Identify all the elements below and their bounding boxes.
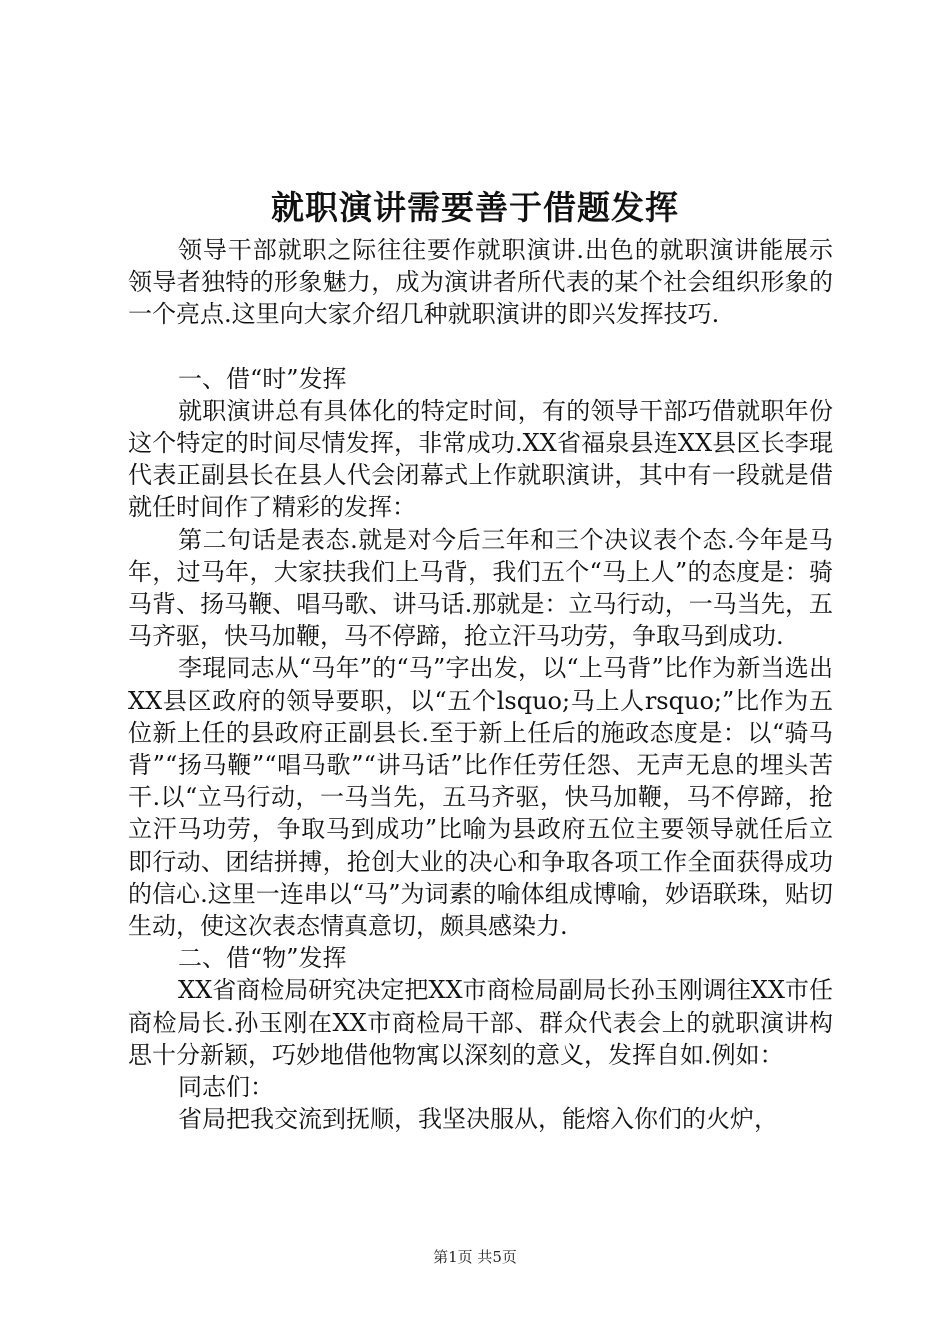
section-heading-time: 一、借“时”发挥 <box>178 364 347 393</box>
document-title: 就职演讲需要善于借题发挥 <box>271 188 679 227</box>
body-paragraph: 第二句话是表态.就是对今后三年和三个决议表个态.今年是马年，过马年，大家扶我们上马背，我们五个“马上人”的态度是：骑马背、扬马鞭、唱马歌、讲马话.那就是：立马行动，一马当先，五马齐驱，快马加鞭，马不停蹄，抢立汗马功劳，争取马到成功. <box>128 525 833 651</box>
section-heading-object: 二、借“物”发挥 <box>178 944 347 973</box>
body-paragraph: 省局把我交流到抚顺，我坚决服从，能熔入你们的火炉， <box>178 1105 778 1134</box>
document-body <box>128 234 833 1135</box>
body-paragraph: 同志们： <box>178 1073 274 1102</box>
body-paragraph: XX省商检局研究决定把XX市商检局副局长孙玉刚调往XX市任商检局长.孙玉刚在XX市商检局干部、群众代表会上的就职演讲构思十分新颖，巧妙地借他物寓以深刻的意义，发挥自如.例如： <box>128 976 833 1069</box>
page-number-footer: 第1页 共5页 <box>433 1248 517 1266</box>
intro-paragraph: 领导干部就职之际往往要作就职演讲.出色的就职演讲能展示领导者独特的形象魅力，成为演讲者所代表的某个社会组织形象的一个亮点.这里向大家介绍几种就职演讲的即兴发挥技巧. <box>128 236 833 329</box>
body-paragraph: 李琨同志从“马年”的“马”字出发，以“上马背”比作为新当选出XX县区政府的领导要职，以“五个lsquo;马上人rsquo;”比作为五位新上任的县政府正副县长.至于新上任后的施政态度是：以“骑马背”“扬马鞭”“唱马歌”“讲马话”比作任劳任怨、无声无息的埋头苦干.以“立马行动，一马当先，五马齐驱，快马加鞭，马不停蹄，抢立汗马功劳，争取马到成功”比喻为县政府五位主要领导就任后立即行动、团结拼搏，抢创大业的决心和争取各项工作全面获得成功的信心.这里一连串以“马”为词素的喻体组成博喻，妙语联珠，贴切生动，使这次表态情真意切，颇具感染力. <box>128 654 833 941</box>
body-paragraph: 就职演讲总有具体化的特定时间，有的领导干部巧借就职年份这个特定的时间尽情发挥，非常成功.XX省福泉县连XX县区长李琨代表正副县长在县人代会闭幕式上作就职演讲，其中有一段就是借就任时间作了精彩的发挥： <box>128 396 833 522</box>
paragraph-spacer <box>128 331 833 363</box>
